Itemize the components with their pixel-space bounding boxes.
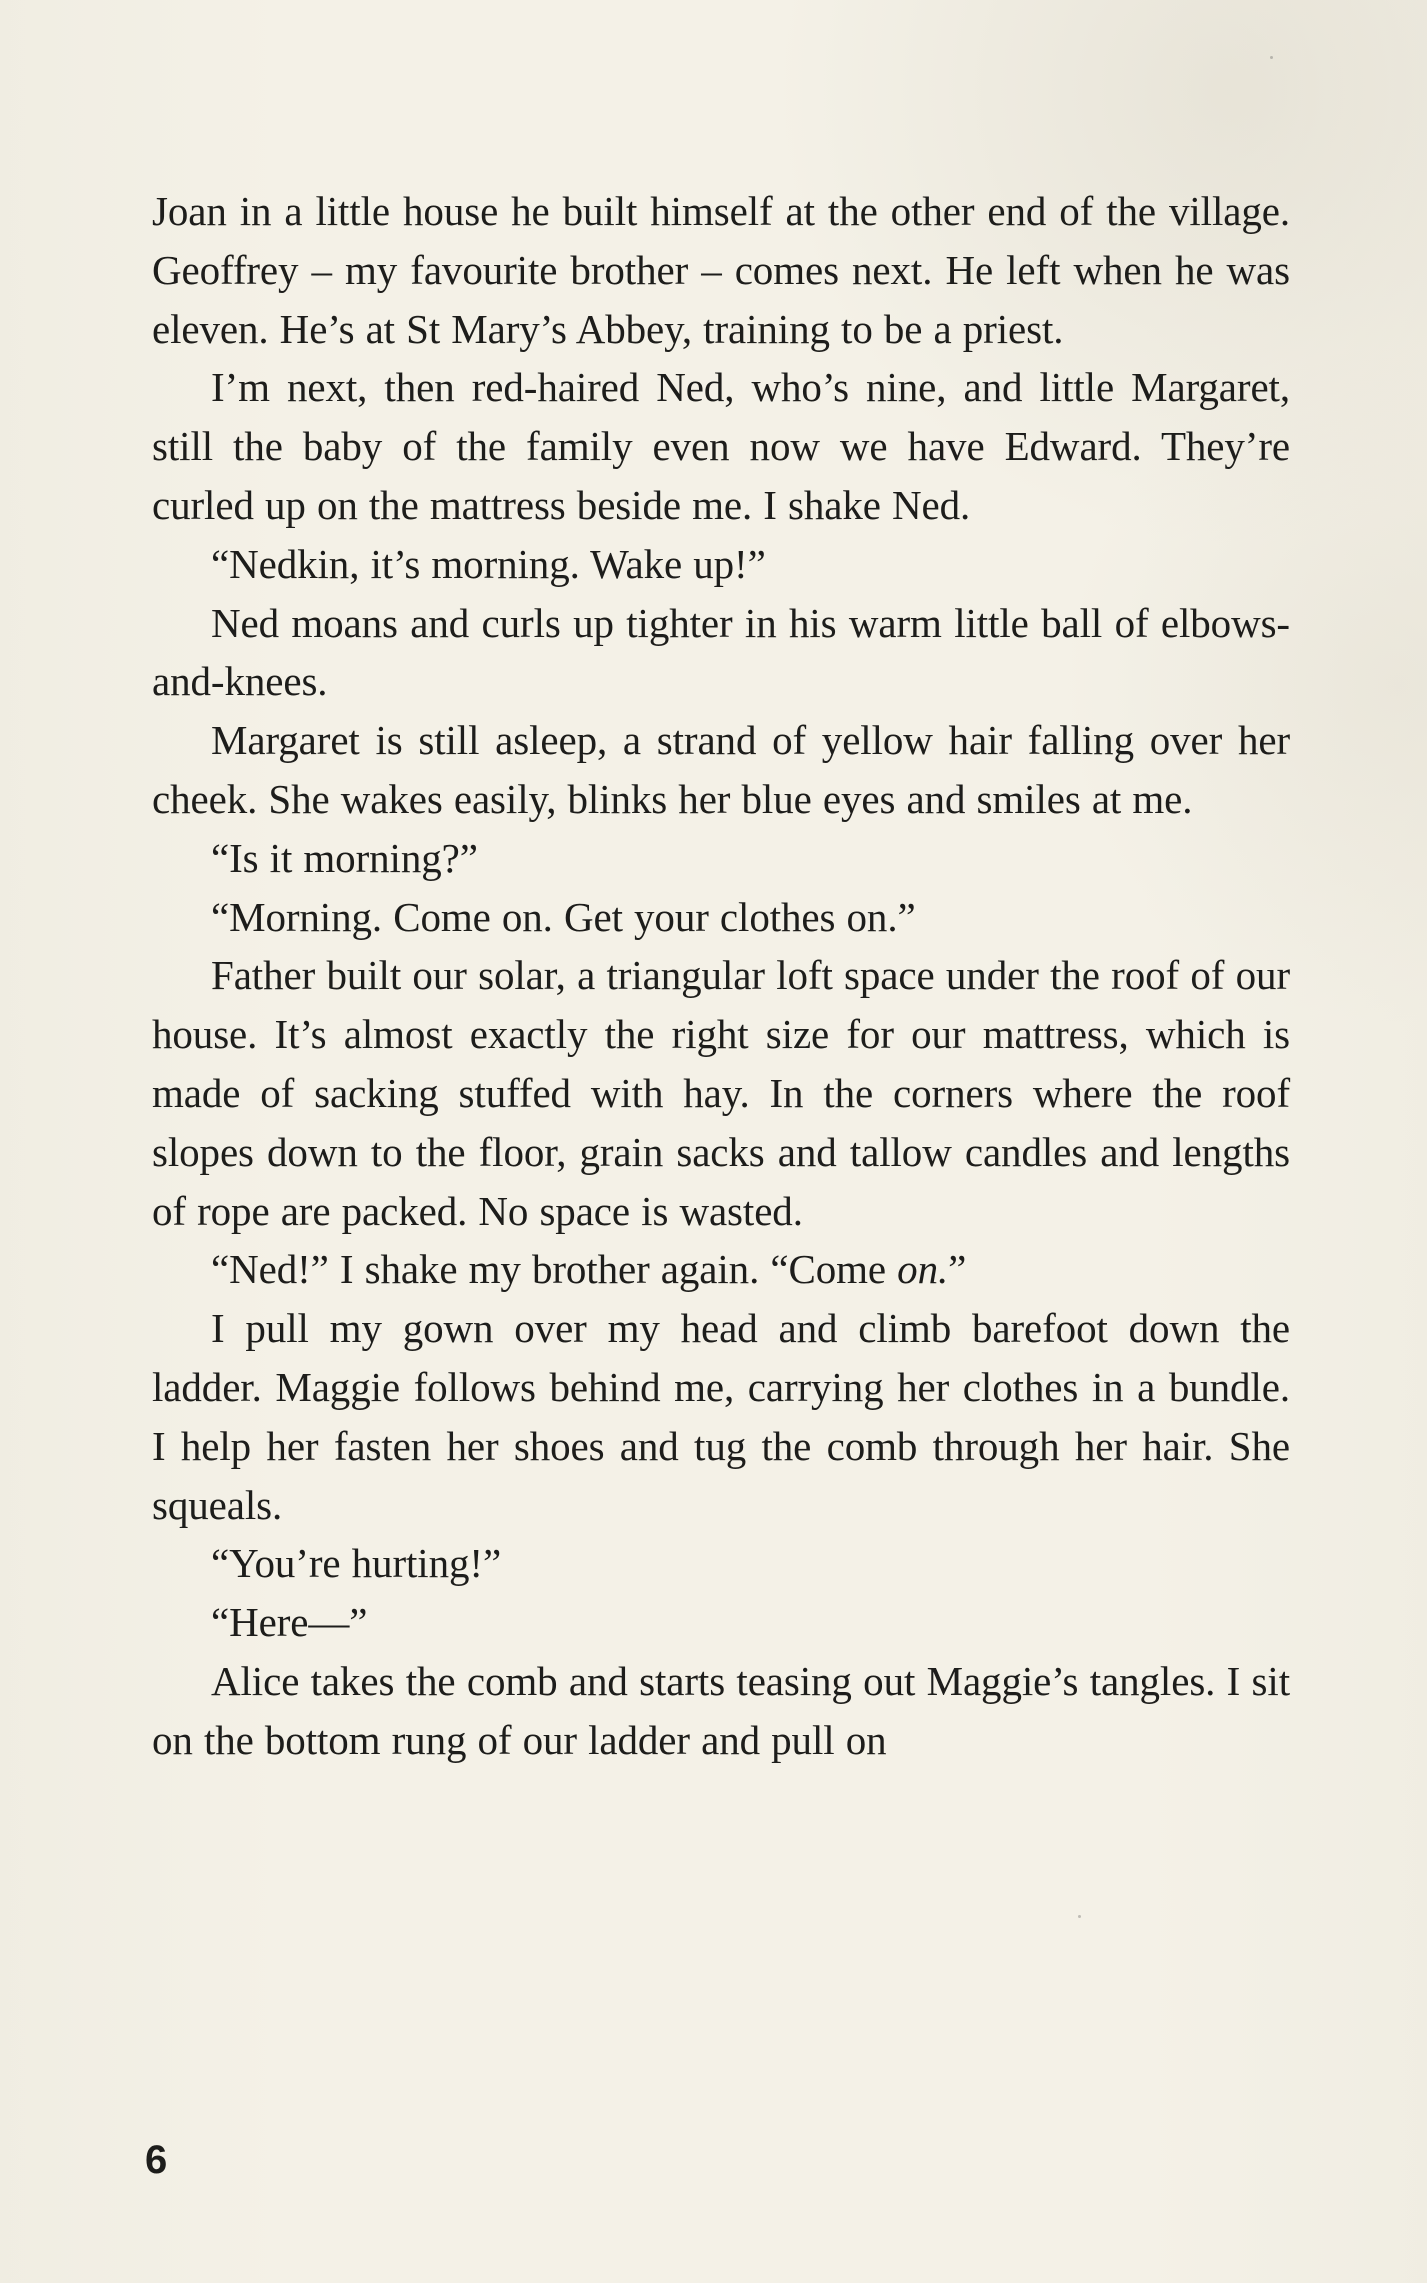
- paragraph-siblings: I’m next, then red-haired Ned, who’s nine, and little Margaret, still the baby of the family even now we have Edward. They’re curled up on the mattress beside me. I shake Ned.: [152, 364, 1290, 528]
- dialogue-hurting: “You’re hurting!”: [211, 1540, 502, 1587]
- scan-speck: [1270, 56, 1273, 59]
- dialogue-here: “Here—”: [211, 1599, 368, 1646]
- scan-speck: [1078, 1915, 1081, 1918]
- dialogue-ned-again: [152, 1240, 1290, 1299]
- paragraph-alice-comb: Alice takes the comb and starts teasing out Maggie’s tangles. I sit on the bottom rung of our ladder and pull on: [152, 1657, 1290, 1763]
- dialogue-come-on: “Morning. Come on. Get your clothes on.”: [211, 893, 916, 940]
- body-text: [152, 182, 1290, 1770]
- dialogue-ned-again-close-quote: ”: [948, 1246, 967, 1293]
- paragraph-ned-moans: Ned moans and curls up tighter in his warm little ball of elbows-and-knees.: [152, 599, 1290, 705]
- dialogue-ned-again-text: “Ned!” I shake my brother again. “Come: [211, 1246, 898, 1293]
- paragraph-continued: Joan in a little house he built himself at the other end of the village. Geoffrey – my favourite brother – comes next. He left when he was eleven. He’s at St Mary’s Abbey, training to be a priest.: [152, 188, 1290, 352]
- page-number: 6: [145, 2138, 168, 2182]
- paragraph-solar: Father built our solar, a triangular loft space under the roof of our house. It’s almost exactly the right size for our mattress, which is made of sacking stuffed with hay. In the corners where the roof slopes down to the floor, grain sacks and tallow candles and lengths of rope are packed. No space is wasted.: [152, 952, 1290, 1234]
- paragraph-margaret-wakes: Margaret is still asleep, a strand of yellow hair falling over her cheek. She wakes easily, blinks her blue eyes and smiles at me.: [152, 717, 1290, 822]
- emphasis-on: on.: [897, 1246, 949, 1293]
- paragraph-gown-ladder: I pull my gown over my head and climb barefoot down the ladder. Maggie follows behind me, carrying her clothes in a bundle. I help her fasten her shoes and tug the comb through her hair. She squeals.: [152, 1305, 1290, 1528]
- dialogue-wake-ned: “Nedkin, it’s morning. Wake up!”: [211, 540, 766, 587]
- dialogue-is-it-morning: “Is it morning?”: [211, 834, 478, 881]
